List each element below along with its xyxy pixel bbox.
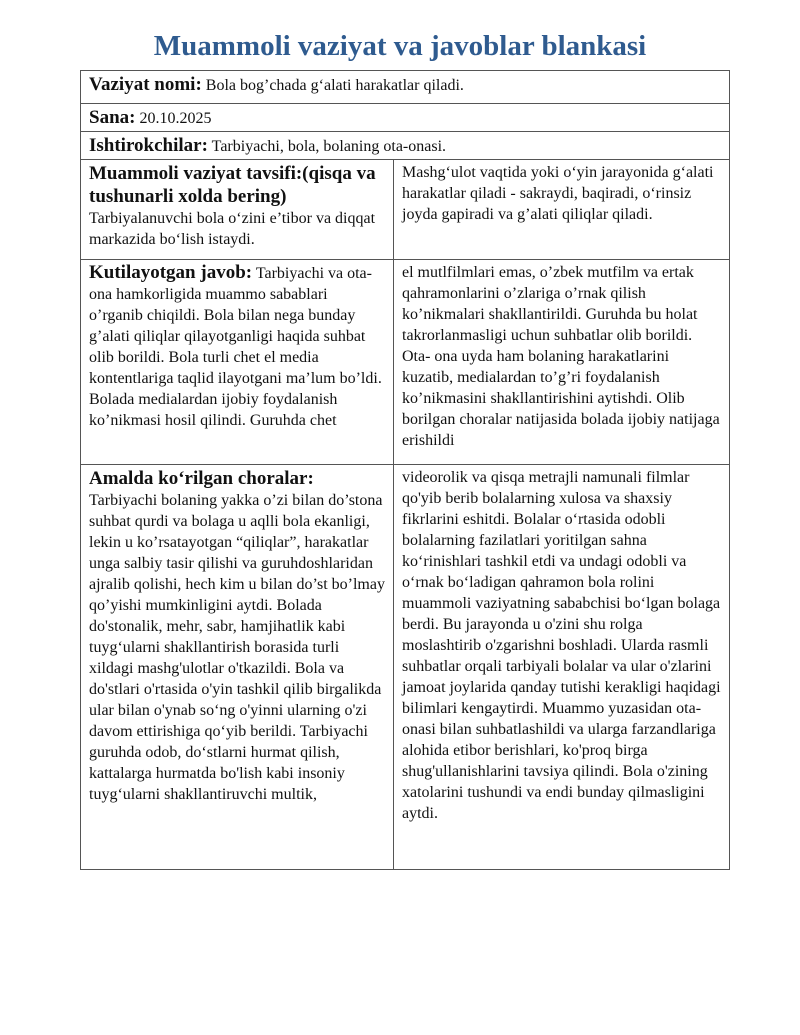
actions-left-text: Tarbiyachi bolaning yakka o’zi bilan do’stona suhbat qurdi va bolaga u aqlli bola ekanligi, lekin u ko’rsatayotgan “qiliqlar”, harakatlar unga salbiy tasir qilishi va guruhdoshlaridan ajralib qolishi, hech kim u bilan do’st bo’lmay qo’yishi mumkinligini aytdi. Bolada do'stonalik, mehr, sabr, hamjihatlik kabi tuyg‘ularni shakllantirish borasida turli xildagi mashg'ulotlar o'tkazildi. Bola va do'stlari o'rtasida o'yin tashkil qilib birgalikda ular bilan o'ynab so‘ng o'yinni ularning o'zi davom ettirishiga qo‘yib berildi. Tarbiyachi guruhda odob, do‘stlarni hurmat qilish, kattalarga hurmatda bo'lish kabi insoniy tuyg‘ularni shakllantiruvchi multik, (89, 492, 385, 803)
situation-row (81, 71, 730, 104)
actions-row (81, 465, 730, 870)
situation-cell (81, 71, 730, 104)
actions-right-text: videorolik va qisqa metrajli namunali filmlar qo'yib berib bolalarning xulosa va shaxsiy fikrlarini eshitdi. Bolalar o‘rtasida odobli bolalarning fazilatlari yoritilgan sahna ko‘rinishlari tashkil etdi va undagi odobli va o‘rnak bo‘ladigan qahramon bola rolini muammoli vaziyatning sababchisi bo‘lgan bolaga berdi. Bu jarayonda u o'zini shu rolga moslashtirib o'zgarishni boshladi. Ularda rasmli suhbatlar orqali tarbiyali bolalar va ular o'zlarini jamoat joylarida qanday tutishi kerakligi haqidagi bilimlari kengaytirdi. Muammo yuzasidan ota- onasi bilan suhbatlashildi va ularga farzandlariga alohida etibor berishlari, ko'proq birga shug'ullanishlarini tavsiya qilindi. Bola o'zining xatolarini tushundi va endi bunday qilmasligini aytdi. (402, 469, 721, 822)
expected-right-cell (394, 260, 730, 465)
situation-label: Vaziyat nomi: (89, 74, 202, 95)
participants-label: Ishtirokchilar: (89, 135, 208, 156)
situation-form-table (80, 70, 730, 870)
description-left-text: Tarbiyalanuvchi bola o‘zini e’tibor va diqqat markazida bo‘lish istaydi. (89, 210, 376, 248)
actions-right-cell (394, 465, 730, 870)
participants-cell (81, 132, 730, 160)
expected-right-text: el mutlfilmlari emas, o’zbek mutfilm va ertak qahramonlarini o’zlariga o’rnak qilish ko’nikmalari shakllantirildi. Guruhda bu holat takrorlanmasligi uchun suhbatlar olib borildi. Ota- ona uyda ham bolaning harakatlarini kuzatib, medialardan to’g’ri foydalanish ko’nikmasini shakllantirishini aytishdi. Olib borilgan choralar natijasida bolada ijobiy natijaga erishildi (402, 264, 720, 449)
description-left-cell (81, 160, 394, 260)
expected-heading: Kutilayotgan javob: (89, 262, 253, 283)
expected-left-text: Tarbiyachi va ota-ona hamkorligida muammo sabablari o’rganib chiqildi. Bola bilan nega bunday g’alati qiliqlar qilayotganligi haqida suhbat olib borildi. Bola turli chet el media kontentlariga taqlid ilayotgani ma’lum bo’ldi. Bolada medialardan ijobiy foydalanish ko’nikmasi hosil qilindi. Guruhda chet (89, 265, 382, 429)
document-title: Muammoli vaziyat va javoblar blankasi (153, 30, 647, 62)
expected-row (81, 260, 730, 465)
description-right-cell (394, 160, 730, 260)
actions-heading: Amalda ko‘rilgan choralar: (89, 468, 314, 489)
participants-value: Tarbiyachi, bola, bolaning ota-onasi. (211, 138, 447, 155)
description-row (81, 160, 730, 260)
expected-left-cell (81, 260, 394, 465)
participants-row (81, 132, 730, 160)
date-cell (81, 104, 730, 132)
date-label: Sana: (89, 107, 136, 128)
situation-value: Bola bog’chada g‘alati harakatlar qiladi. (205, 77, 464, 94)
description-right-text: Mashg‘ulot vaqtida yoki o‘yin jarayonida g‘alati harakatlar qiladi - sakraydi, baqiradi, o‘rinsiz joyda gapiradi va g’alati qiliqlar qiladi. (402, 164, 714, 223)
date-value: 20.10.2025 (139, 110, 212, 127)
date-row (81, 104, 730, 132)
description-heading: Muammoli vaziyat tavsifi:(qisqa va tushunarli xolda bering) (89, 163, 376, 207)
actions-left-cell (81, 465, 394, 870)
